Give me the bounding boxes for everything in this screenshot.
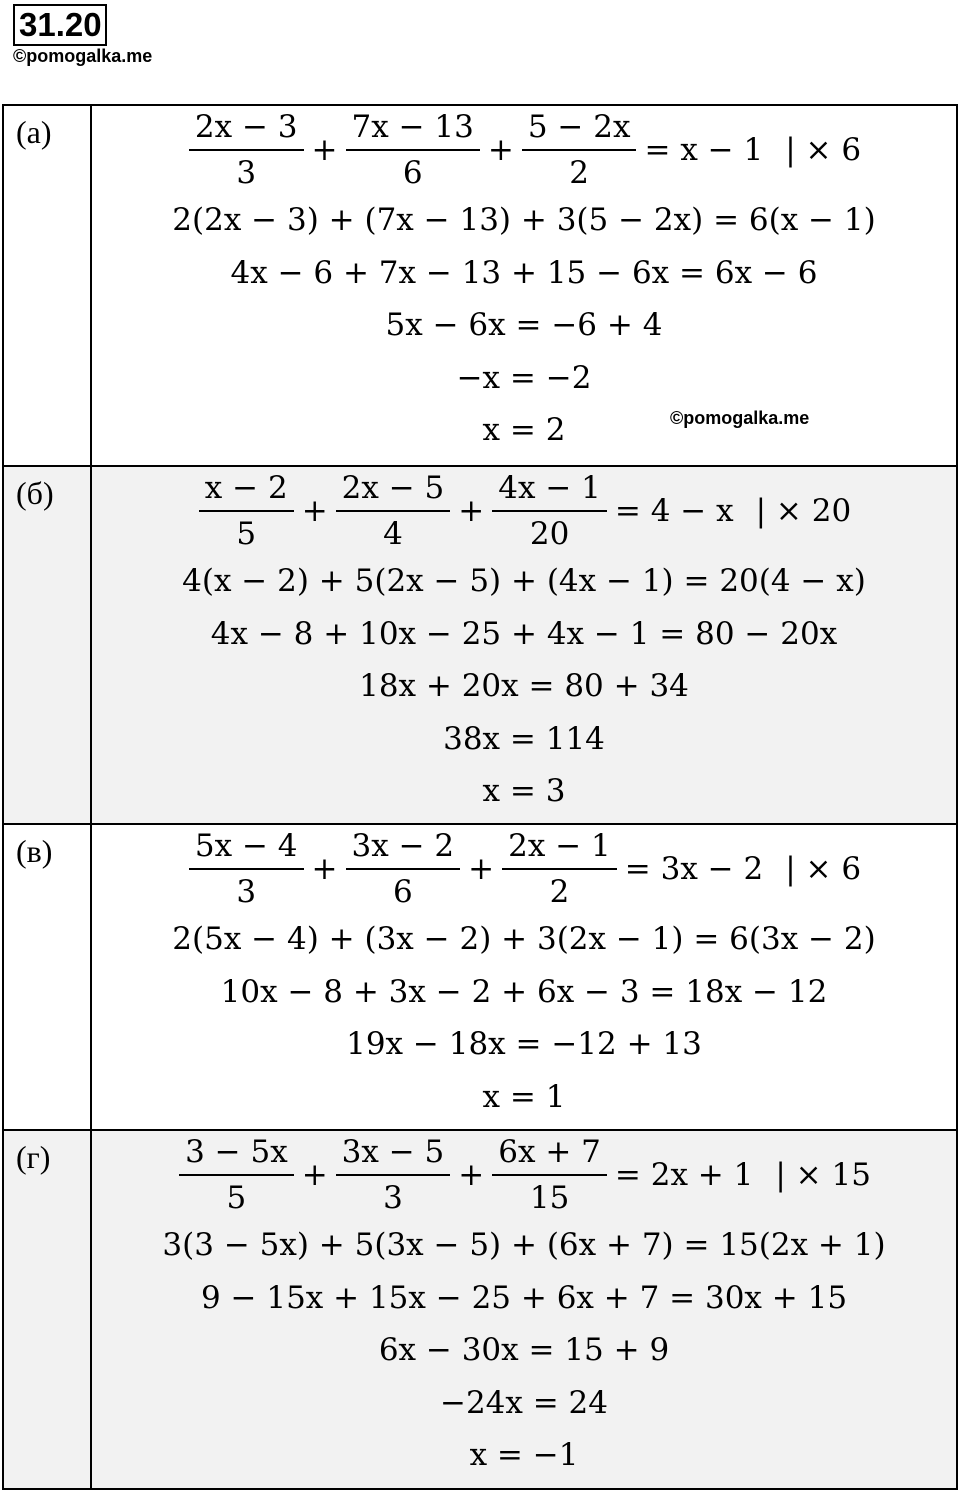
fraction <box>336 1133 451 1217</box>
fraction-numerator: 3x − 2 <box>346 827 461 870</box>
plus-operator: + <box>301 493 328 529</box>
equation-line-with-fractions <box>92 1131 956 1219</box>
fraction <box>346 827 461 911</box>
fraction <box>336 469 451 553</box>
fraction-numerator: 2x − 1 <box>502 827 617 870</box>
solution-cell <box>91 466 957 824</box>
plus-operator: + <box>311 851 338 887</box>
fraction-numerator: 7x − 13 <box>346 108 480 151</box>
plus-operator: + <box>458 1157 485 1193</box>
equation-line: 10x − 8 + 3x − 2 + 6x − 3 = 18x − 12 <box>220 973 828 1010</box>
multiplier-note: | × 6 <box>785 851 862 887</box>
solution-cell <box>91 824 957 1130</box>
solution-cell <box>91 1130 957 1489</box>
fraction-numerator: 3 − 5x <box>179 1133 294 1176</box>
fraction-denominator: 2 <box>549 874 570 910</box>
fraction-numerator: x − 2 <box>199 469 294 512</box>
equation-line: 19x − 18x = −12 + 13 <box>346 1026 702 1062</box>
multiplier-note: | × 6 <box>785 132 862 168</box>
equation-line: 6x − 30x = 15 + 9 <box>378 1332 670 1368</box>
plus-operator: + <box>468 851 495 887</box>
equation-line: 5x − 6x = −6 + 4 <box>385 307 663 343</box>
multiplier-note: | × 15 <box>775 1157 871 1193</box>
fraction-denominator: 15 <box>529 1180 570 1216</box>
part-label: (б) <box>16 475 54 511</box>
fraction-numerator: 3x − 5 <box>336 1133 451 1176</box>
watermark: ©pomogalka.me <box>13 46 153 66</box>
page-header <box>13 4 107 46</box>
solutions-table <box>2 104 958 1490</box>
plus-operator: + <box>487 132 514 168</box>
equation-line: 4(x − 2) + 5(2x − 5) + (4x − 1) = 20(4 − x) <box>182 563 866 599</box>
equation-line: 3(3 − 5x) + 5(3x − 5) + (6x + 7) = 15(2x + 1) <box>162 1227 886 1263</box>
plus-operator: + <box>458 493 485 529</box>
task-number: 31.20 <box>13 4 107 46</box>
watermark-inline: ©pomogalka.me <box>670 408 810 428</box>
equation-line: 9 − 15x + 15x − 25 + 6x + 7 = 30x + 15 <box>200 1279 848 1316</box>
fraction-numerator: 2x − 3 <box>189 108 304 151</box>
fraction-denominator: 5 <box>236 516 257 552</box>
part-row-a <box>3 105 957 466</box>
part-label: (г) <box>16 1139 51 1175</box>
equation-line: 4x − 6 + 7x − 13 + 15 − 6x = 6x − 6 <box>230 254 818 291</box>
fraction <box>502 827 617 911</box>
equation-line: 2(2x − 3) + (7x − 13) + 3(5 − 2x) = 6(x − 1) <box>172 202 876 238</box>
equation-line: x = 2 <box>482 412 566 448</box>
plus-operator: + <box>311 132 338 168</box>
equation-right-side: = 3x − 2 <box>624 851 764 887</box>
fraction-denominator: 6 <box>392 874 413 910</box>
part-row-v <box>3 824 957 1130</box>
part-label-cell <box>3 1130 91 1489</box>
part-row-b <box>3 466 957 824</box>
solution-lines <box>92 467 956 818</box>
equation-line-with-fractions <box>92 106 956 194</box>
solution-lines <box>92 1131 956 1482</box>
equation-line: 18x + 20x = 80 + 34 <box>359 668 689 704</box>
equation-line-with-fractions <box>92 467 956 555</box>
fraction <box>492 469 607 553</box>
fraction-denominator: 6 <box>402 155 423 191</box>
solution-lines <box>92 825 956 1123</box>
fraction-denominator: 4 <box>383 516 403 552</box>
equation-right-side: = x − 1 <box>644 132 764 168</box>
equation-line: 2(5x − 4) + (3x − 2) + 3(2x − 1) = 6(3x − 2) <box>172 921 876 957</box>
fraction-numerator: 4x − 1 <box>492 469 607 512</box>
part-label: (в) <box>16 833 53 869</box>
fraction-numerator: 5x − 4 <box>189 827 304 870</box>
solution-lines <box>92 106 956 457</box>
equation-right-side: = 4 − x <box>614 493 734 529</box>
fraction-denominator: 20 <box>529 516 570 552</box>
plus-operator: + <box>301 1157 328 1193</box>
part-row-g <box>3 1130 957 1489</box>
multiplier-note: | × 20 <box>755 493 852 529</box>
part-label-cell <box>3 466 91 824</box>
equation-line: −24x = 24 <box>439 1384 609 1421</box>
fraction <box>189 827 304 911</box>
fraction <box>522 108 637 192</box>
fraction-denominator: 3 <box>236 874 257 910</box>
equation-line: x = 3 <box>482 773 566 809</box>
fraction-numerator: 6x + 7 <box>492 1133 607 1176</box>
solution-cell <box>91 105 957 466</box>
equation-right-side: = 2x + 1 <box>614 1157 754 1193</box>
equation-line: x = −1 <box>469 1437 579 1473</box>
fraction-denominator: 5 <box>226 1180 247 1216</box>
fraction <box>199 469 294 553</box>
fraction <box>189 108 304 192</box>
fraction-denominator: 3 <box>383 1180 403 1216</box>
fraction-denominator: 3 <box>236 155 257 191</box>
equation-line: 38x = 114 <box>443 720 605 757</box>
fraction <box>492 1133 607 1217</box>
fraction <box>179 1133 294 1217</box>
equation-line-with-fractions <box>92 825 956 913</box>
equation-line: x = 1 <box>482 1078 566 1115</box>
fraction-numerator: 5 − 2x <box>522 108 637 151</box>
equation-line: −x = −2 <box>456 359 592 396</box>
equation-line: 4x − 8 + 10x − 25 + 4x − 1 = 80 − 20x <box>210 615 838 652</box>
part-label-cell <box>3 824 91 1130</box>
fraction-numerator: 2x − 5 <box>336 469 451 512</box>
part-label-cell <box>3 105 91 466</box>
fraction <box>346 108 480 192</box>
part-label: (а) <box>16 114 52 150</box>
fraction-denominator: 2 <box>569 155 590 191</box>
